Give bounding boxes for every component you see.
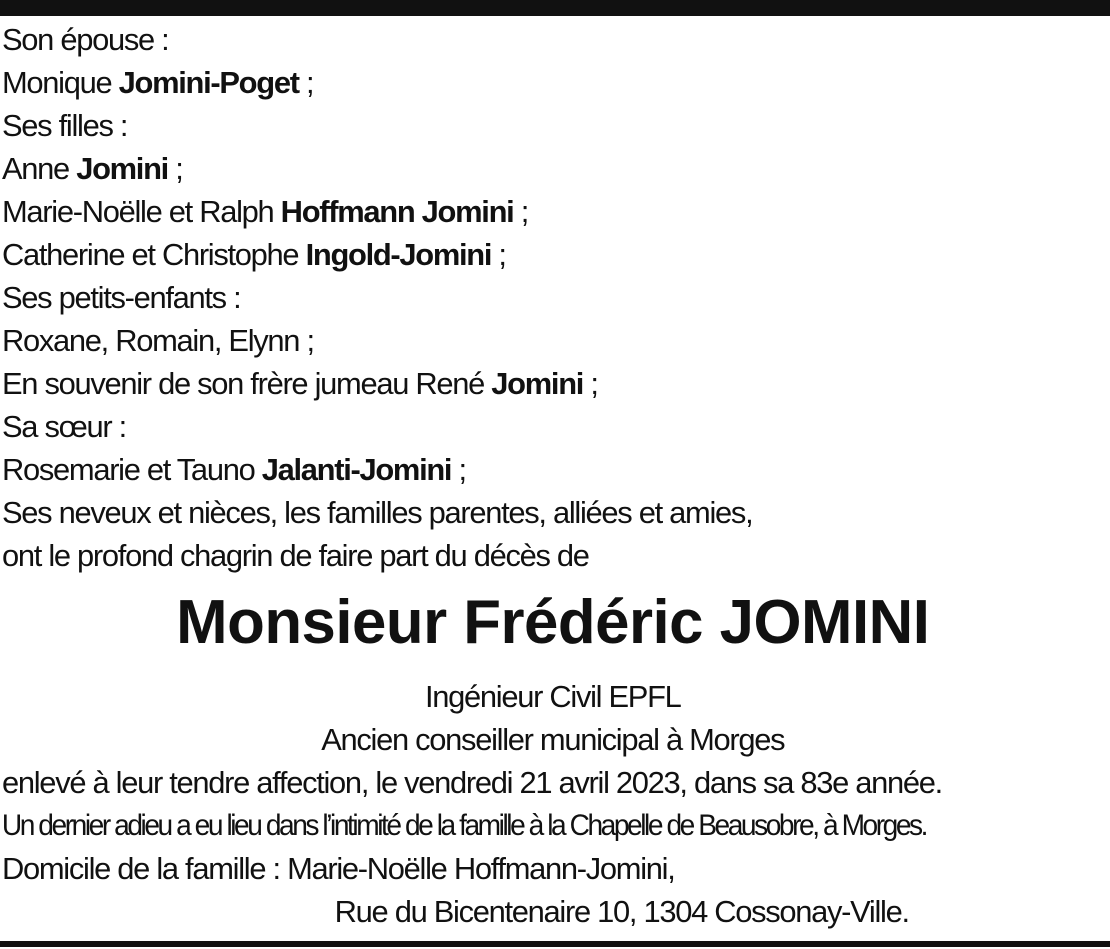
line-text: Anne <box>1 151 77 186</box>
line-text: Monique <box>1 65 119 100</box>
surname: Ingold-Jomini <box>305 237 492 272</box>
family-line <box>0 448 1106 491</box>
line-text: Ses petits-enfants : <box>1 280 241 315</box>
top-border-rule <box>0 0 1110 16</box>
family-line <box>0 190 1106 233</box>
line-punctuation: ; <box>583 366 598 401</box>
surname: Hoffmann Jomini <box>280 194 514 229</box>
line-text: Marie-Noëlle et Ralph <box>1 194 281 229</box>
line-punctuation: ; <box>451 452 466 487</box>
surname: Jomini <box>491 366 584 401</box>
domicile-address-line: Rue du Bicentenaire 10, 1304 Cossonay-Ville. <box>334 894 909 929</box>
obituary-notice <box>0 18 1110 933</box>
family-line <box>0 276 1106 319</box>
line-punctuation: ; <box>298 65 314 100</box>
family-line <box>0 61 1106 104</box>
line-text: Catherine et Christophe <box>1 237 306 272</box>
line-punctuation: ; <box>513 194 529 229</box>
family-line <box>0 319 1106 362</box>
civic-role-line: Ancien conseiller municipal à Morges <box>321 722 785 757</box>
line-text: Ses filles : <box>1 108 128 143</box>
family-line <box>0 18 1106 61</box>
profession-line: Ingénieur Civil EPFL <box>424 679 681 714</box>
line-text: ont le profond chagrin de faire part du décès de <box>1 538 589 573</box>
bottom-border-rule <box>0 941 1110 947</box>
line-text: Son épouse : <box>1 22 169 57</box>
farewell-line: Un dernier adieu a eu lieu dans l’intimité de la famille à la Chapelle de Beausobre, à Morges. <box>1 809 927 842</box>
line-text: Sa sœur : <box>1 409 126 444</box>
line-punctuation: ; <box>167 151 183 186</box>
deceased-name: Monsieur Frédéric JOMINI <box>176 588 930 657</box>
surname: Jomini <box>76 151 168 186</box>
line-punctuation: ; <box>491 237 506 272</box>
family-line <box>0 104 1106 147</box>
announcement-line <box>0 534 1106 577</box>
line-text: Rosemarie et Tauno <box>1 452 262 487</box>
family-line <box>0 405 1106 448</box>
surname: Jalanti-Jomini <box>261 452 452 487</box>
family-line <box>0 491 1106 534</box>
domicile-line: Domicile de la famille : Marie-Noëlle Hoffmann-Jomini, <box>1 851 675 886</box>
family-line <box>0 362 1106 405</box>
family-line <box>0 147 1106 190</box>
line-text: Roxane, Romain, Elynn ; <box>1 323 314 358</box>
surname: Jomini-Poget <box>118 65 299 100</box>
death-date-line: enlevé à leur tendre affection, le vendredi 21 avril 2023, dans sa 83e année. <box>1 765 942 800</box>
line-text: En souvenir de son frère jumeau René <box>1 366 492 401</box>
line-text: Ses neveux et nièces, les familles parentes, alliées et amies, <box>1 495 753 530</box>
family-line <box>0 233 1106 276</box>
